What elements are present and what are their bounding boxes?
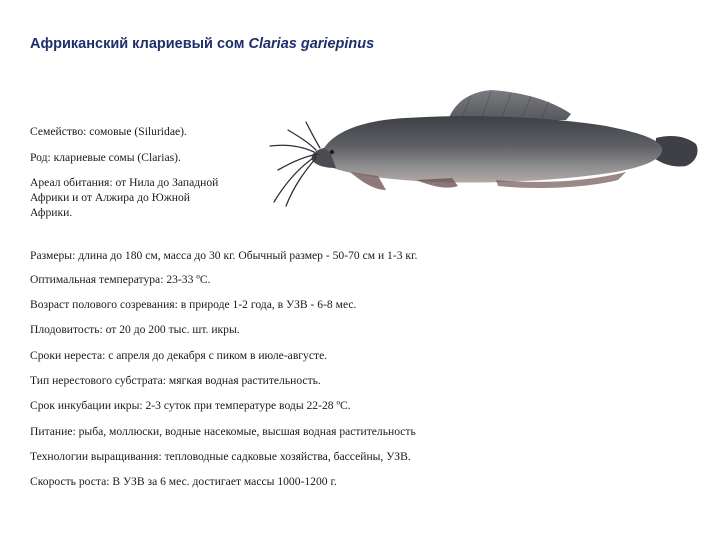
growth-line: Скорость роста: В УЗВ за 6 мес. достигает массы 1000-1200 г. xyxy=(30,475,337,488)
spawning-period-line: Сроки нереста: с апреля до декабря с пиком в июле-августе. xyxy=(30,349,328,362)
diet-line: Питание: рыба, моллюски, водные насекомые, высшая водная растительность xyxy=(30,425,416,438)
title-latin: Clarias gariepinus xyxy=(248,36,375,52)
catfish-icon xyxy=(266,86,706,216)
family-line: Семейство: сомовые (Siluridae). xyxy=(30,125,187,138)
catfish-photo xyxy=(266,86,706,216)
technology-line: Технологии выращивания: тепловодные садковые хозяйства, бассейны, УЗВ. xyxy=(30,450,411,463)
page-title xyxy=(30,36,374,52)
habitat-line-3: Африки. xyxy=(30,206,73,219)
incubation-line: Срок инкубации икры: 2-3 суток при температуре воды 22-28 ºС. xyxy=(30,399,351,412)
maturity-line: Возраст полового созревания: в природе 1-2 года, в УЗВ - 6-8 мес. xyxy=(30,298,357,311)
title-russian: Африканский клариевый сом xyxy=(30,36,245,52)
fecundity-line: Плодовитость: от 20 до 200 тыс. шт. икры. xyxy=(30,323,240,336)
genus-line: Род: клариевые сомы (Clarias). xyxy=(30,151,181,164)
size-line: Размеры: длина до 180 см, масса до 30 кг. Обычный размер - 50-70 см и 1-3 кг. xyxy=(30,249,418,262)
habitat-line-1: Ареал обитания: от Нила до Западной xyxy=(30,176,219,189)
substrate-line: Тип нерестового субстрата: мягкая водная растительность. xyxy=(30,374,321,387)
habitat-line-2: Африки и от Алжира до Южной xyxy=(30,191,190,204)
temperature-line: Оптимальная температура: 23-33 ºС. xyxy=(30,273,211,286)
